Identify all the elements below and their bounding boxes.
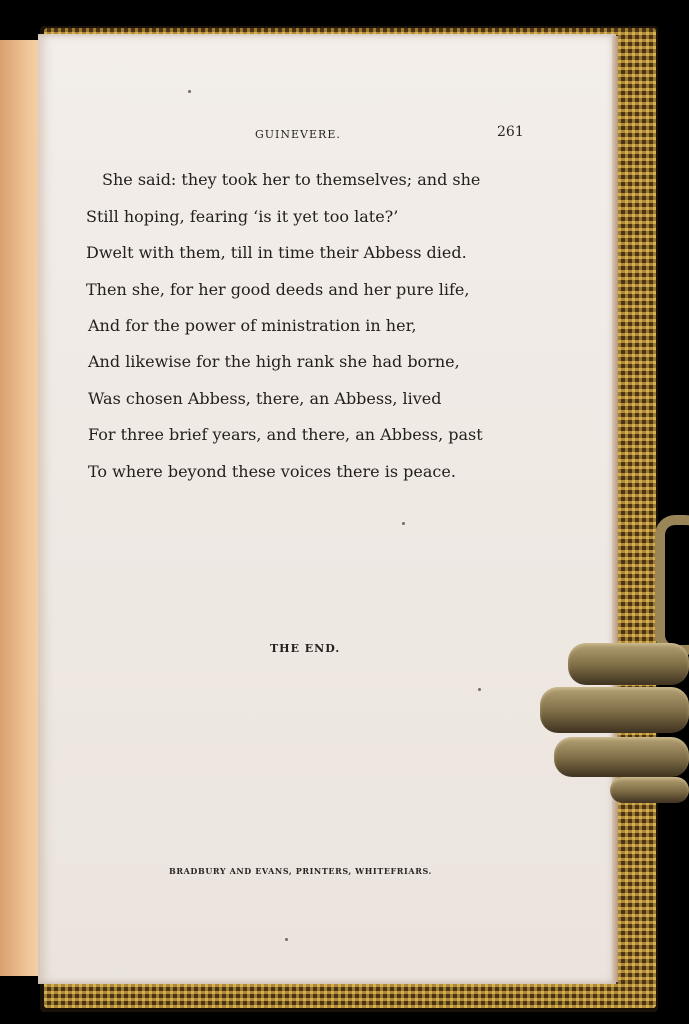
page-fore-edge: [612, 36, 618, 982]
paper-speck: [188, 90, 191, 93]
brass-hand-clasp: [540, 515, 689, 805]
poem-line: Dwelt with them, till in time their Abbess died.: [86, 243, 467, 262]
clasp-finger: [610, 777, 689, 803]
paper-speck: [285, 938, 288, 941]
clasp-finger: [540, 687, 689, 733]
the-end-label: THE END.: [270, 642, 341, 655]
page-number: 261: [497, 124, 524, 140]
poem-line: For three brief years, and there, an Abbess, past: [88, 425, 483, 444]
poem-line: Then she, for her good deeds and her pure life,: [86, 280, 470, 299]
running-head: GUINEVERE.: [255, 128, 341, 141]
poem-line: And for the power of ministration in her,: [88, 316, 417, 335]
poem-line: She said: they took her to themselves; and she: [102, 170, 481, 189]
clasp-finger: [568, 643, 689, 685]
poem-line: To where beyond these voices there is peace.: [88, 462, 456, 481]
poem-line: And likewise for the high rank she had borne,: [88, 352, 460, 371]
poem-line: Was chosen Abbess, there, an Abbess, lived: [88, 389, 442, 408]
clasp-finger: [554, 737, 689, 777]
paper-speck: [478, 688, 481, 691]
clasp-ring: [655, 515, 689, 655]
printer-imprint: BRADBURY AND EVANS, PRINTERS, WHITEFRIARS.: [169, 866, 432, 876]
poem-line: Still hoping, fearing ‘is it yet too late?’: [86, 207, 399, 226]
paper-speck: [402, 522, 405, 525]
